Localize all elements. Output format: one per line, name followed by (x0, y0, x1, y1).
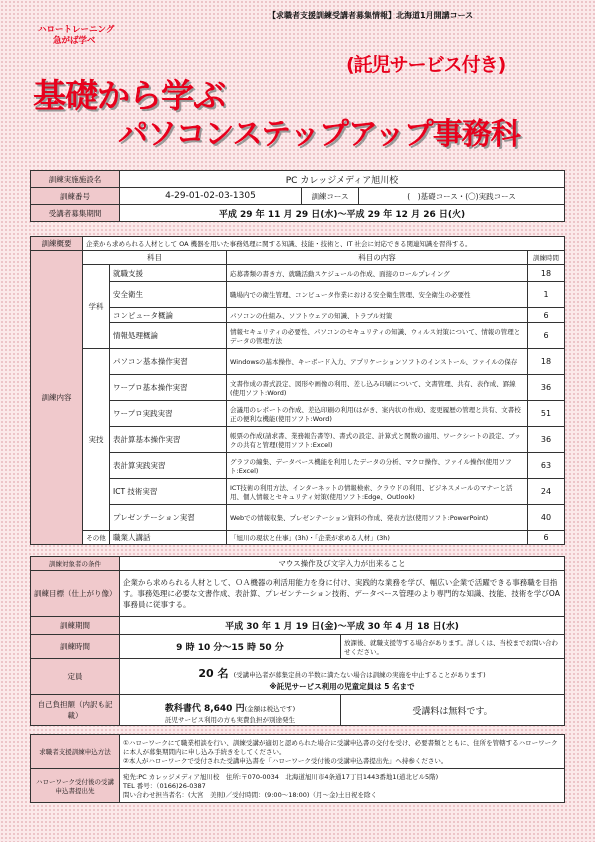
subject-content: 「旭川の現状と仕事」(3h)・「企業が求める人材」(3h) (227, 531, 528, 545)
group-practice: 実技 (83, 349, 110, 531)
subject-hours: 63 (528, 453, 565, 479)
number-label: 訓練番号 (31, 188, 120, 205)
subject-hours: 18 (528, 349, 565, 375)
subject-name: 職業人講話 (110, 531, 227, 545)
overview-label: 訓練概要 (31, 237, 83, 251)
recruit-period: 平成 29 年 11 月 29 日(水)～平成 29 年 12 月 26 日(火) (120, 205, 565, 222)
subject-hours: 6 (528, 323, 565, 349)
subject-name: コンピュータ概論 (110, 308, 227, 323)
subject-content: 職場内での衛生管理、コンピュータ作業における安全衛生管理、安全衛生の必要性 (227, 282, 528, 308)
group-theory: 学科 (83, 265, 110, 349)
goal-text: 企業から求められる人材として、ＯＡ機器の利活用能力を身に付け、実践的な業務を学び、幅広い企業で活躍できる事務職を目指す。事務処理に必要な文書作成、表計算、プレゼンテーション技術、データベース管理のより専門的な知識、技能、技術を学びOA事務員に従事する。 (120, 571, 565, 617)
subject-content: 応募書類の書き方、就職活動スケジュールの作成、面接のロールプレイング (227, 265, 528, 282)
destination-tel: TEL 番号：（0166)26-0387 (123, 782, 206, 790)
subject-content: パソコンの仕組み、ソフトウェアの知識、トラブル対策 (227, 308, 528, 323)
subject-name: 安全衛生 (110, 282, 227, 308)
goal-label: 訓練目標（仕上がり像） (31, 571, 120, 617)
subject-name: ワープロ基本操作実習 (110, 375, 227, 401)
subject-content: Webでの情報収集、プレゼンテーション資料の作成、発表方法(使用ソフト:PowerPoint) (227, 505, 528, 531)
apply-table (30, 734, 565, 803)
section-label: 訓練内容 (31, 251, 83, 545)
subject-name: ワープロ実践実習 (110, 401, 227, 427)
col-content: 科目の内容 (227, 251, 528, 265)
method-cell (120, 735, 565, 769)
time-text: 9 時 10 分～15 時 50 分 (120, 635, 341, 659)
tagline (38, 25, 114, 47)
training-number: 4-29-01-02-03-1305 (120, 188, 302, 205)
destination-address: 宛先:PC カレッジメディア旭川校 住所:〒070-0034 北海道旭川市4条通17丁目1443番地1(道北ビル5階) (123, 773, 439, 781)
title-line2: パソコンステップアップ事務科 (118, 117, 520, 152)
destination-cell (120, 769, 565, 803)
facility-name: PC カレッジメディア旭川校 (120, 171, 565, 188)
subject-content: 文書作成の書式設定、図形や画像の利用、差し込み印刷について、文書管理、共有、表作成、罫線(使用ソフト:Word) (227, 375, 528, 401)
title-line1: 基礎から学ぶ (33, 76, 225, 115)
info-table (30, 170, 565, 222)
subject-hours: 6 (528, 531, 565, 545)
capacity-value: 20 名 (198, 666, 229, 680)
subject-content: グラフの編集、データベース機能を利用したデータの分析、マクロ操作、ファイル操作(使用ソフト:Excel) (227, 453, 528, 479)
destination-label: ハローワーク受付後の受講申込書提出先 (31, 769, 120, 803)
fee-label: 自己負担額（内訳も記載） (31, 695, 120, 726)
fee-free: 受講料は無料です。 (341, 695, 565, 726)
subject-content: 帳票の作成(請求書、業務報告書等)、書式の設定、計算式と関数の適用、ワークシートの設定、ブックの共有と管理(使用ソフト:Excel) (227, 427, 528, 453)
details-table (30, 556, 565, 726)
time-note: 放課後、就職支援等する場合があります。詳しくは、当校までお問い合わせください。 (341, 635, 565, 659)
subject-name: 情報処理概論 (110, 323, 227, 349)
method-step1: ①ハローワークにて職業相談を行い、訓練受講が適切と認められた場合に受講申込書の交付を受け、必要書類とともに、住所を管轄するハローワークに本人が募集期間内に申し込み手続きをしてください。 (123, 739, 558, 756)
subject-name: 就職支援 (110, 265, 227, 282)
subject-hours: 51 (528, 401, 565, 427)
subject-content: 会議用のレポートの作成、差込印刷の利用(はがき、案内状の作成)、変更履歴の管理と共有、文書校正の便利な機能(使用ソフト:Word) (227, 401, 528, 427)
subject-name: プレゼンテーション実習 (110, 505, 227, 531)
fee-value: 教科書代 8,640 円 (164, 704, 245, 714)
curriculum-table (30, 236, 565, 545)
subject-name: 表計算実践実習 (110, 453, 227, 479)
course-value: ( )基礎コース・(〇)実践コース (359, 188, 565, 205)
subject-hours: 36 (528, 375, 565, 401)
subject-hours: 40 (528, 505, 565, 531)
target-text: マウス操作及び文字入力が出来ること (120, 557, 565, 571)
course-label: 訓練コース (302, 188, 359, 205)
col-hours: 訓練時間 (528, 251, 565, 265)
subject-name: ICT 技術実習 (110, 479, 227, 505)
overview-text: 企業から求められる人材として OA 機器を用いた事務処理に関する知識、技能・技術と、IT 社会に対応できる関連知識を習得する。 (83, 237, 565, 251)
subject-hours: 24 (528, 479, 565, 505)
target-label: 訓練対象者の条件 (31, 557, 120, 571)
period-label: 訓練期間 (31, 617, 120, 635)
recruit-period-label: 受講者募集期間 (31, 205, 120, 222)
subject-name: 表計算基本操作実習 (110, 427, 227, 453)
fee-childcare: 託児サービス利用の方も実費負担が別途発生 (165, 716, 295, 724)
tagline-line1: ハロートレーニング (38, 25, 115, 35)
subject-hours: 6 (528, 308, 565, 323)
childcare-note: ※託児サービス利用の児童定員は 5 名まで (269, 681, 415, 691)
subject-hours: 36 (528, 427, 565, 453)
fee-tax: (金額は税込です) (244, 705, 296, 713)
subject-content: Windowsの基本操作、キーボード入力、アプリケーションソフトのインストール、ファイルの保存 (227, 349, 528, 375)
period-text: 平成 30 年 1 月 19 日(金)～平成 30 年 4 月 18 日(水) (120, 617, 565, 635)
col-subject: 科目 (83, 251, 227, 265)
subject-hours: 1 (528, 282, 565, 308)
group-other: その他 (83, 531, 110, 545)
subject-hours: 18 (528, 265, 565, 282)
fee-cell (120, 695, 341, 726)
course-note: 【求職者支援訓練受講者募集情報】北海道1月開講コース (268, 11, 474, 20)
capacity-note: (受講申込者が募集定員の半数に満たない場合は訓練の実施を中止することがあります) (233, 670, 486, 679)
subject-content: 情報セキュリティの必要性、パソコンのセキュリティの知識、ウィルス対策について、情報の管理とデータの管理方法 (227, 323, 528, 349)
method-step2: ②本人がハローワークで受付された受講申込書を「ハローワーク受付後の受講申込書提出先」へ持参ください。 (123, 757, 448, 765)
facility-label: 訓練実施施設名 (31, 171, 120, 188)
capacity-cell (120, 659, 565, 695)
method-label: 求職者支援訓練申込方法 (31, 735, 120, 769)
subject-content: ICT技術の利用方法、インターネットの情報検索、クラウドの利用、ビジネスメールのマナーと活用、個人情報とセキュリティ対策(使用ソフト:Edge、Outlook) (227, 479, 528, 505)
capacity-label: 定員 (31, 659, 120, 695)
tagline-line2: 急がば学べ (53, 36, 96, 46)
destination-contact: 問い合わせ担当者名：(大宮 美則)／受付時間：(9:00～18:00)（月～金)土日祝を除く (123, 791, 378, 799)
subject-name: パソコン基本操作実習 (110, 349, 227, 375)
childcare-badge: (託児サービス付き) (346, 54, 506, 76)
time-label: 訓練時間 (31, 635, 120, 659)
